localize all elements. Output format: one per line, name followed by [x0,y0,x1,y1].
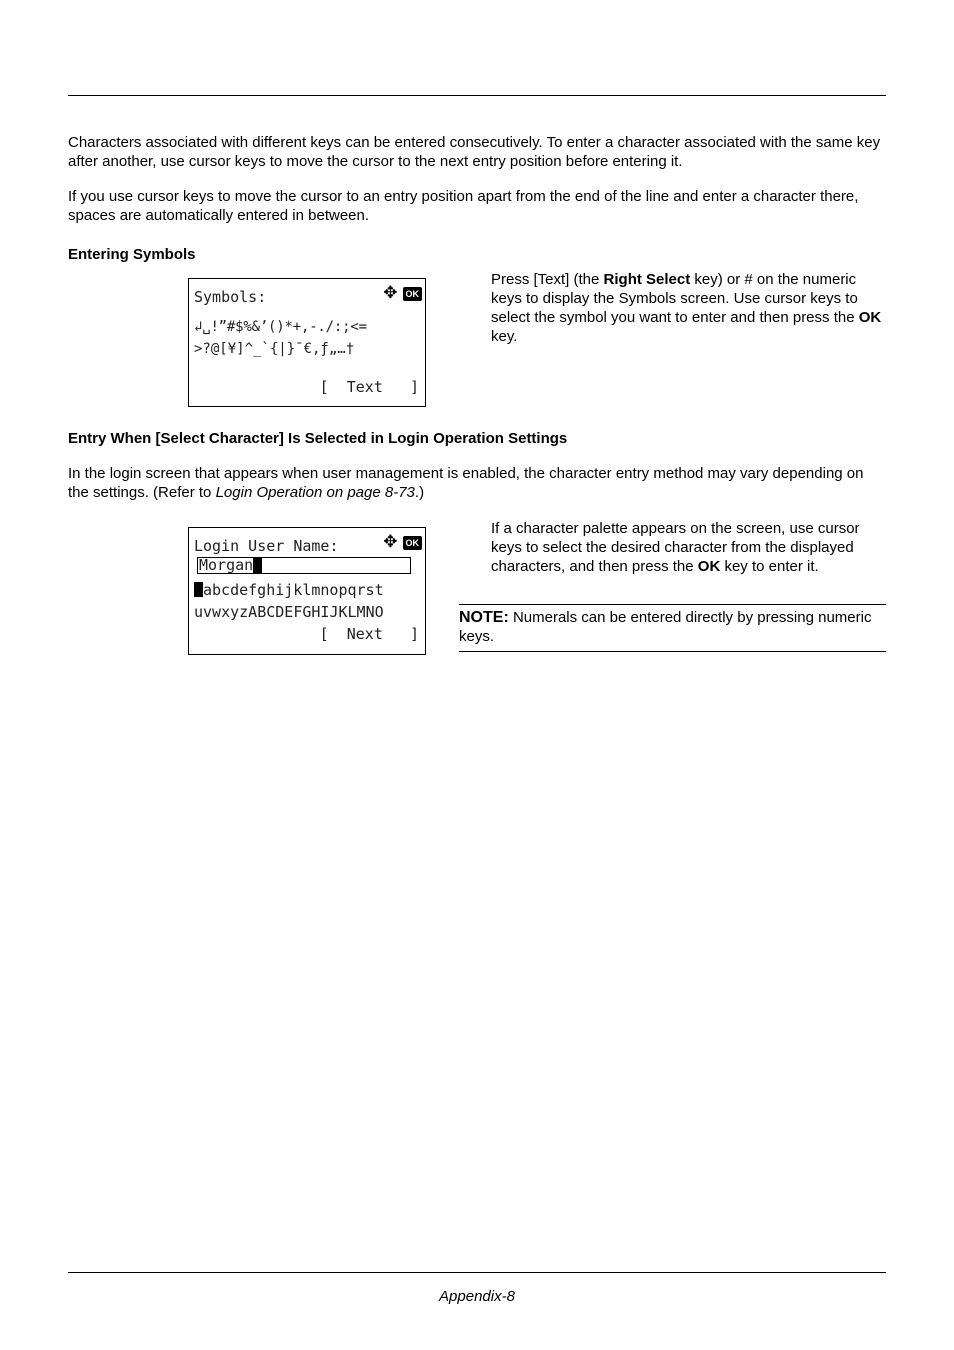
right-select-key-label: Right Select [603,271,691,288]
four-way-arrows-icon: ✥ [383,532,398,552]
symbols-row-2: >?@[¥]^_`{|}¯€,ƒ„…† [194,341,355,357]
screen-status-icons [383,534,422,551]
intro-paragraph-2: If you use cursor keys to move the cursor to an entry position apart from the end of the line and enter a character there, spaces are automatically entered in between. [68,188,859,224]
symbols-screen [188,278,426,407]
login-paragraph-text-1: In the login screen that appears when user management is enabled, the character entry method may vary depending on the settings. (Refer to [68,465,864,501]
symbols-desc-text-3: key. [491,328,518,345]
user-name-value: Morgan [199,556,254,574]
login-desc-text-2: key to enter it. [720,558,819,575]
note-body: Numerals can be entered directly by pressing numeric keys. [459,609,872,645]
page-number: Appendix-8 [439,1288,515,1305]
text-cursor [253,558,262,573]
symbols-desc-text-1: Press [Text] (the [491,271,604,288]
login-screen [188,527,426,655]
ok-key-label: OK [858,309,882,326]
login-desc-text-1: If a character palette appears on the screen, use cursor keys to select the desired character from the displayed characters, and then press the [491,520,860,575]
symbols-desc-text-2: key) or # on the numeric keys to display the Symbols screen. Use cursor keys to select the symbol you want to enter and then press the [491,271,859,326]
character-palette-row-1 [194,579,421,601]
login-operation-reference: Login Operation on page 8-73 [215,484,415,501]
ok-key-label: OK [697,558,721,575]
footer-rule [68,1272,886,1273]
screen-status-icons [383,285,422,302]
symbols-screen-title: Symbols: [194,288,267,306]
next-softkey: [ Next ] [319,625,419,643]
note-box [459,604,886,652]
login-description [491,519,886,576]
user-name-field [197,557,411,574]
ok-key-icon: OK [403,536,423,550]
symbols-description [491,270,886,346]
header-rule [68,95,886,96]
note-label: NOTE: [459,609,509,626]
intro-paragraph-1: Characters associated with different keys can be entered consecutively. To enter a character associated with the same key after another, use cursor keys to move the cursor to the next entry position before entering it. [68,134,881,170]
palette-cursor [194,582,203,597]
palette-row-1-text: abcdefghijklmnopqrst [203,581,384,599]
select-character-heading: Entry When [Select Character] Is Selected in Login Operation Settings [68,430,568,447]
entering-symbols-heading: Entering Symbols [68,246,196,263]
note-text [459,608,886,646]
login-paragraph [68,464,886,502]
ok-key-icon: OK [403,287,423,301]
four-way-arrows-icon: ✥ [383,283,398,303]
symbols-row-1: ↲␣!”#$%&’()*+,-./:;<= [194,319,367,335]
character-palette-row-2: uvwxyzABCDEFGHIJKLMNO [194,603,384,621]
login-screen-title: Login User Name: [194,537,339,555]
text-softkey: [ Text ] [319,378,419,396]
login-paragraph-text-2: .) [414,484,425,501]
